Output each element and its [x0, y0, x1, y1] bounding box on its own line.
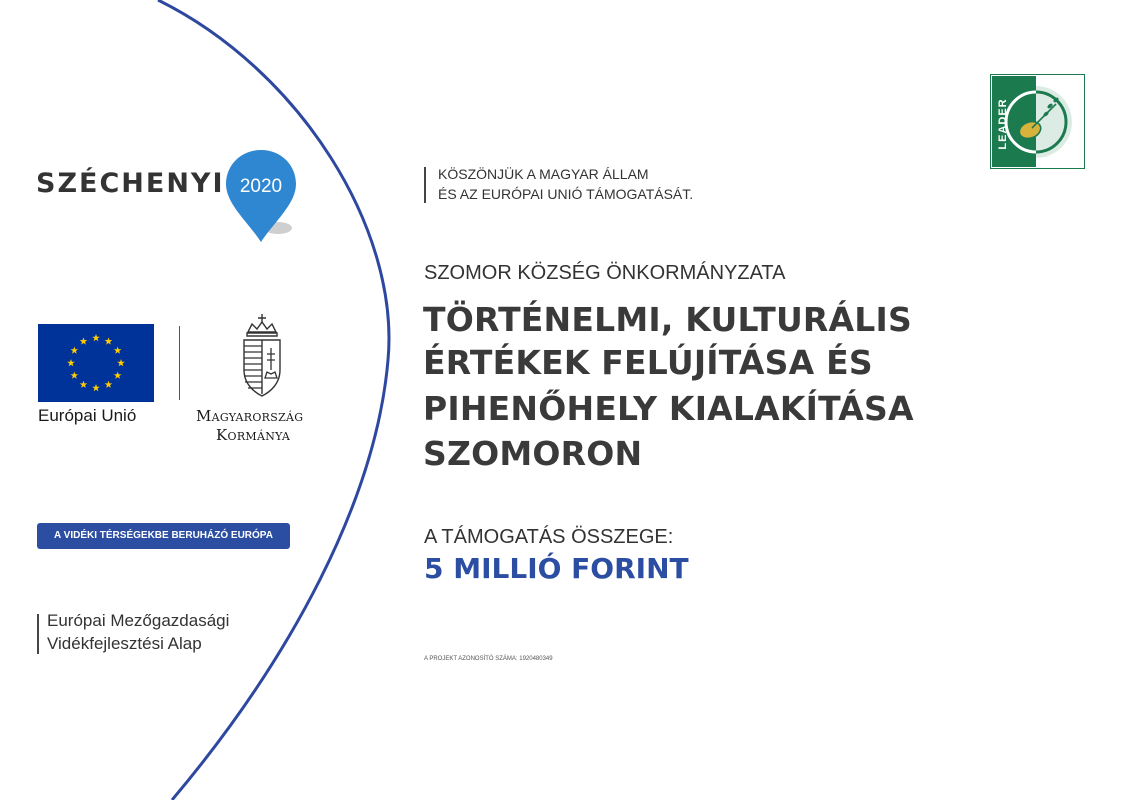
beneficiary-name: SZOMOR KÖZSÉG ÖNKORMÁNYZATA — [424, 262, 786, 284]
support-amount-label: A TÁMOGATÁS ÖSSZEGE: — [424, 526, 674, 548]
eu-star-icon — [92, 334, 100, 341]
leader-logo-icon — [990, 74, 1085, 169]
project-title-line: SZOMORON — [423, 434, 643, 473]
project-title-line: ÉRTÉKEK FELÚJÍTÁSA ÉS — [423, 343, 873, 382]
eu-star-icon — [71, 347, 79, 354]
szechenyi-year: 2020 — [239, 176, 283, 197]
fund-name-line1: Európai Mezőgazdasági — [47, 611, 230, 630]
szechenyi-2020-pin-icon — [226, 150, 296, 246]
eu-label: Európai Unió — [38, 406, 137, 425]
rural-development-banner: A VIDÉKI TÉRSÉGEKBE BERUHÁZÓ EURÓPA — [37, 523, 290, 549]
eu-stars-icon — [38, 324, 154, 402]
project-id: A PROJEKT AZONOSÍTÓ SZÁMA: 1920480349 — [424, 656, 553, 662]
project-title-line: TÖRTÉNELMI, KULTURÁLIS — [423, 300, 912, 339]
eu-star-icon — [80, 381, 88, 388]
thanks-text-line2: ÉS AZ EURÓPAI UNIÓ TÁMOGATÁSÁT. — [438, 186, 694, 202]
thanks-text-line1: KÖSZÖNJÜK A MAGYAR ÁLLAM — [438, 166, 649, 182]
hungary-coat-of-arms-icon — [236, 312, 288, 402]
szechenyi-wordmark: SZÉCHENYI — [36, 168, 225, 199]
eu-star-icon — [105, 381, 113, 388]
eu-star-icon — [71, 372, 79, 379]
government-label-line2: Kormánya — [216, 426, 291, 444]
eu-star-icon — [92, 384, 100, 391]
eu-star-icon — [80, 337, 88, 344]
eu-star-icon — [105, 337, 113, 344]
project-title-line: PIHENŐHELY KIALAKÍTÁSA — [423, 389, 914, 428]
eu-star-icon — [117, 359, 125, 366]
leader-label: LEADER — [997, 98, 1009, 150]
eu-star-icon — [114, 372, 122, 379]
eu-flag — [38, 324, 154, 402]
fund-accent-bar — [37, 614, 39, 654]
support-amount-value: 5 MILLIÓ FORINT — [424, 552, 689, 585]
eu-star-icon — [114, 347, 122, 354]
logo-divider — [179, 326, 180, 400]
eu-star-icon — [67, 359, 75, 366]
government-label-line1: Magyarország — [196, 407, 304, 425]
fund-name-line2: Vidékfejlesztési Alap — [47, 634, 202, 653]
thanks-accent-bar — [424, 167, 426, 203]
